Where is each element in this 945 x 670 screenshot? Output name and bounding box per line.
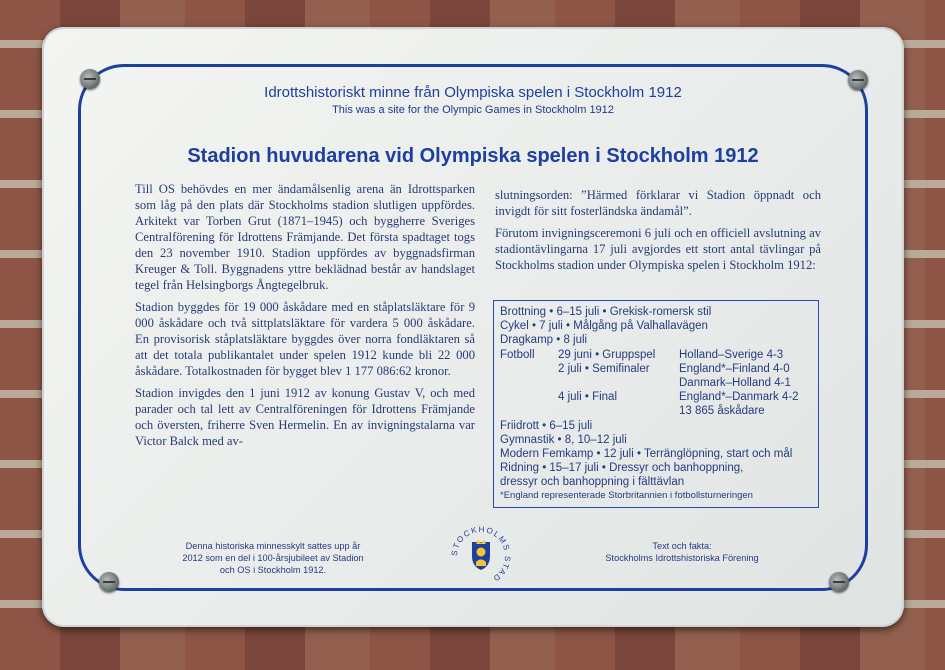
football-result: Holland–Sverige 4-3 [679,348,784,361]
paragraph: Förutom invigningsceremoni 6 juli och en officiell avslutning av stadiontävlingarna 17 juli avgjordes ett stort antal tävlingar på Stockholms stadion under Olympiska spelen i Stockholm 1912: [495,226,821,272]
football-result: 13 865 åskådare [679,405,765,418]
event-results-box [493,300,819,508]
event-line: Modern Femkamp • 12 juli • Terränglöpning, start och mål [500,448,793,461]
memorial-plaque [42,27,904,627]
emblem-text: STOCKHOLMS STAD [449,524,513,584]
footnote: *England representerade Storbritannien i fotbollsturneringen [500,489,753,501]
paragraph: slutningsorden: ”Härmed förklarar vi Stadion öppnadt och invigdt för sitt fosterländska ändamål”. [495,188,821,218]
footer-left: Denna historiska minnesskylt sattes upp år 2012 som en del i 100-årsjubileet av Stadion och OS i Stockholm 1912. [182,541,364,575]
left-column [135,181,475,455]
football-label: Fotboll [500,348,535,361]
football-date: 4 juli • Final [558,391,617,404]
screw-icon [99,572,119,592]
screw-icon [829,572,849,592]
right-column [495,187,821,279]
footer-credit-label: Text och fakta: [652,541,712,551]
event-line: Dragkamp • 8 juli [500,334,588,347]
header-english: This was a site for the Olympic Games in Stockholm 1912 [332,104,614,116]
football-date [558,404,679,418]
stockholm-crest-icon [445,520,517,592]
paragraph: Stadion invigdes den 1 juni 1912 av konung Gustav V, och med parader och tal lett av Centralföreningen för Idrottens Främjande och översten, friherre Sven Hermelin. En av invigningstalarna var Victor Balck med av- [135,386,475,448]
paragraph: Stadion byggdes för 19 000 åskådare med en ståplatsläktare för 9 000 åskådare och två sittplatsläktare för vardera 5 000 åskådare. En provisorisk ståplatsläktare byggdes över norra fondläktaren så att det totala publikantalet under spelen 1912 kunde bli 22 000 åskådare. Totalkostnaden för bygget blev 1 177 086:62 kronor. [135,300,475,378]
header-swedish: Idrottshistoriskt minne från Olympiska spelen i Stockholm 1912 [264,84,682,101]
footer-credit-org: Stockholms Idrottshistoriska Förening [605,553,759,563]
football-date: 29 juni • Gruppspel [558,348,656,361]
footer-right [582,540,782,564]
football-results [500,348,812,419]
football-date: 2 juli • Semifinaler [558,362,650,375]
football-date [558,376,679,390]
football-result: England*–Finland 4-0 [679,362,790,375]
football-result: Danmark–Holland 4-1 [679,377,791,390]
event-line: Friidrott • 6–15 juli [500,419,593,432]
plaque-title: Stadion huvudarena vid Olympiska spelen i Stockholm 1912 [187,145,759,167]
event-line: Ridning • 15–17 juli • Dressyr och banhoppning, [500,462,744,475]
event-line: Cykel • 7 juli • Målgång på Valhallavägen [500,320,708,333]
event-line: Brottning • 6–15 juli • Grekisk-romersk stil [500,306,712,318]
event-line: dressyr och banhoppning i fälttävlan [500,476,685,489]
paragraph: Till OS behövdes en mer ändamålsenlig arena än Idrottsparken som låg på den plats där Stockholms stadion slutligen uppfördes. Arkitekt var Torben Grut (1871–1945) och byggherre Sveriges Centralförening för Idrottens Främjande. Det första spadtaget togs den 23 november 1910. Stadion uppfördes av byggnadsfirman Kreuger & Toll. Byggnadens yttre beklädnad består av handslaget tegel från Helsingborgs Ångtegelbruk. [135,182,475,292]
event-line: Gymnastik • 8, 10–12 juli [500,433,627,446]
football-result: England*–Danmark 4-2 [679,391,799,404]
